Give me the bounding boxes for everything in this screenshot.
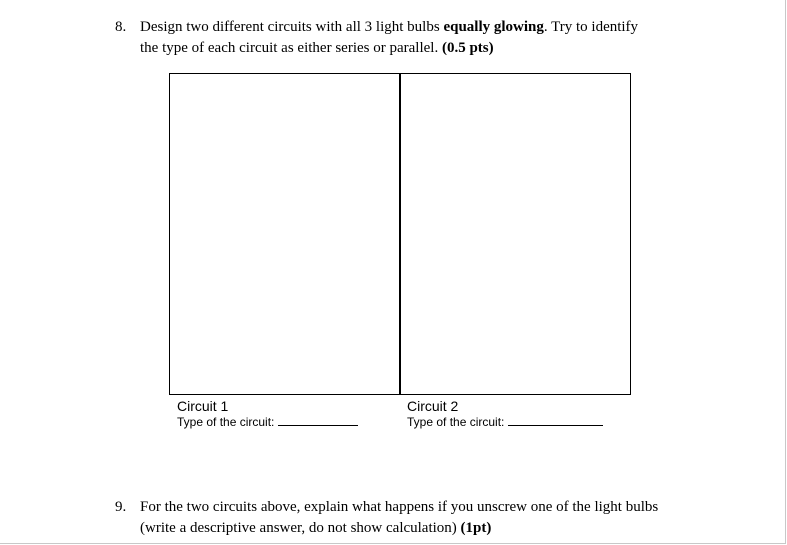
q8-line2-start: the type of each circuit as either series or parallel. bbox=[140, 40, 442, 56]
question-9-line-1: For the two circuits above, explain what happens if you unscrew one of the light bulbs bbox=[140, 499, 659, 515]
circuit-2-title: Circuit 2 bbox=[407, 398, 459, 414]
circuit-1-caption bbox=[177, 398, 358, 430]
circuit-1-type-blank[interactable] bbox=[278, 414, 358, 426]
question-9 bbox=[115, 497, 735, 541]
question-8-line-1 bbox=[140, 17, 638, 38]
circuit-2-type-label: Type of the circuit: bbox=[407, 415, 505, 429]
q8-points: (0.5 pts) bbox=[441, 40, 494, 56]
circuit-2-drawing-area[interactable] bbox=[399, 73, 631, 395]
q8-line1-start: Design two different circuits with all 3 light bulbs bbox=[140, 19, 444, 35]
circuit-1-type-label: Type of the circuit: bbox=[177, 415, 275, 429]
q8-line1-end: . Try to identify bbox=[543, 19, 639, 35]
question-9-text bbox=[140, 497, 658, 539]
circuit-1-type-row bbox=[177, 414, 358, 430]
circuit-2-type-blank[interactable] bbox=[508, 414, 603, 426]
question-9-line-2 bbox=[140, 518, 658, 539]
circuit-2-caption bbox=[407, 398, 603, 430]
question-8-number: 8. bbox=[115, 19, 127, 35]
question-8 bbox=[115, 17, 715, 61]
q9-points: (1pt) bbox=[460, 520, 492, 536]
circuit-2-type-row bbox=[407, 414, 603, 430]
question-8-text bbox=[140, 17, 638, 59]
q9-line2-start: (write a descriptive answer, do not show calculation) bbox=[140, 520, 461, 536]
circuit-1-title: Circuit 1 bbox=[177, 398, 229, 414]
question-8-line-2 bbox=[140, 38, 638, 59]
q8-emphasis: equally glowing bbox=[443, 19, 544, 35]
question-9-number: 9. bbox=[115, 499, 127, 515]
circuit-1-drawing-area[interactable] bbox=[169, 73, 401, 395]
